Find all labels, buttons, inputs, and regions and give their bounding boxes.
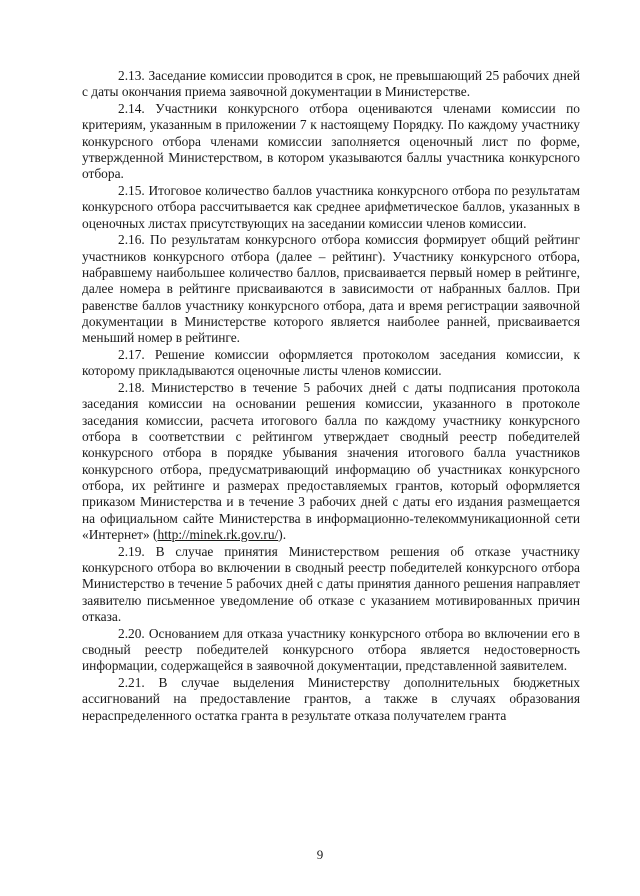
- paragraph-2-20: 2.20. Основанием для отказа участнику конкурсного отбора во включении его в сводный реестр победителей конкурсного отбора является недостоверность информации, содержащейся в заявочной документации, представленной заявителем.: [82, 625, 580, 674]
- document-body: [82, 68, 580, 724]
- ministry-website-link[interactable]: http://minek.rk.gov.ru/: [157, 526, 279, 542]
- paragraph-2-15: 2.15. Итоговое количество баллов участника конкурсного отбора по результатам конкурсного отбора рассчитывается как среднее арифметическое баллов, указанных в оценочных листах присутствующих на заседании комиссии членов комиссии.: [82, 183, 580, 231]
- paragraph-2-14: 2.14. Участники конкурсного отбора оцениваются членами комиссии по критериям, указанным в приложении 7 к настоящему Порядку. По каждому участнику конкурсного отбора членами комиссии заполняется оценочный лист по форме, утвержденной Министерством, в котором указываются баллы участника конкурсного отбора.: [82, 101, 580, 182]
- paragraph-2-18-text: 2.18. Министерство в течение 5 рабочих дней с даты подписания протокола заседания комиссии на основании решения комиссии, указанного в протоколе заседания комиссии, расчета итогового балла по каждому участнику конкурсного отбора в соответствии с рейтингом утверждает сводный реестр победителей конкурсного отбора в порядке убывания значения итогового балла участников конкурсного отбора, предусматривающий информацию об участниках конкурсного отбора, их рейтинге и размерах предоставляемых грантов, который оформляется приказом Министерства и в течение 3 рабочих дней с даты его издания размещается на официальном сайте Министерства в информационно-телекоммуникационной сети «Интернет» (: [82, 380, 580, 542]
- paragraph-2-13: 2.13. Заседание комиссии проводится в срок, не превышающий 25 рабочих дней с даты окончания приема заявочной документации в Министерстве.: [82, 68, 580, 100]
- paragraph-2-18: [82, 380, 580, 543]
- paragraph-2-17: 2.17. Решение комиссии оформляется протоколом заседания комиссии, к которому прикладываются оценочные листы членов комиссии.: [82, 347, 580, 379]
- paragraph-2-21: 2.21. В случае выделения Министерству дополнительных бюджетных ассигнований на предоставление грантов, а также в случаях образования нераспределенного остатка гранта в результате отказа получателем гранта: [82, 674, 580, 723]
- paragraph-2-19: 2.19. В случае принятия Министерством решения об отказе участнику конкурсного отбора во включении в сводный реестр победителей конкурсного отбора Министерство в течение 5 рабочих дней с даты принятия данного решения направляет заявителю письменное уведомление об отказе с указанием мотивированных причин отказа.: [82, 543, 580, 624]
- page-number: 9: [316, 847, 324, 862]
- paragraph-2-18-suffix: ).: [278, 526, 287, 542]
- paragraph-2-16: 2.16. По результатам конкурсного отбора комиссия формирует общий рейтинг участников конкурсного отбора (далее – рейтинг). Участнику конкурсного отбора, набравшему наибольшее количество баллов, присваивается первый номер в рейтинге, далее номера в рейтинге присваиваются в зависимости от набранных баллов. При равенстве баллов участнику конкурсного отбора, дата и время регистрации заявочной документации в Министерстве которого является наиболее ранней, присваивается меньший номер в рейтинге.: [82, 232, 580, 346]
